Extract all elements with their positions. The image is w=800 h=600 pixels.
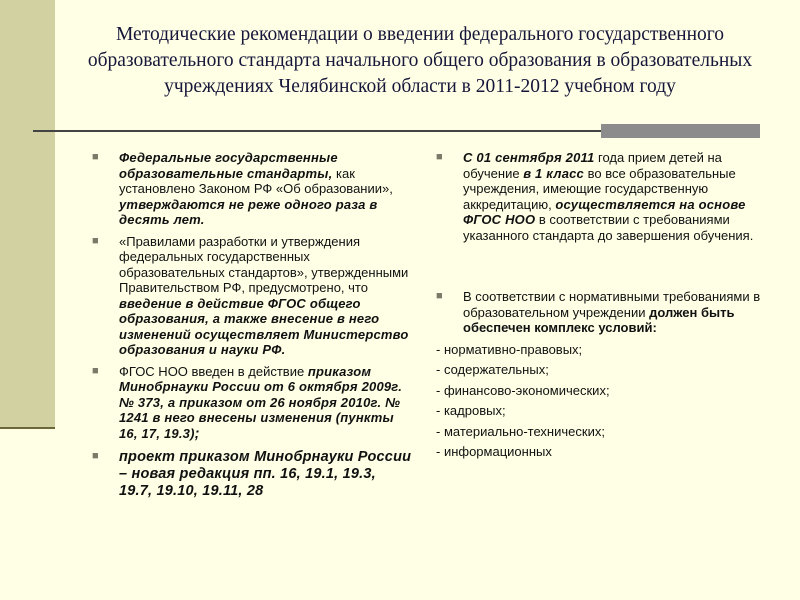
square-bullet-icon: ■ <box>92 151 99 163</box>
right-paragraph-1: ■ С 01 сентября 2011 года прием детей на обучение в 1 класс во все образовательные учреждения, имеющие государственную аккредитацию, осуществляется на основе ФГОС НОО в соответствии с требованиями указанного стандарта до завершения обучения. <box>436 150 754 243</box>
left-paragraph-4: ■ проект приказом Минобрнауки России – новая редакция пп. 16, 19.1, 19.3, 19.7, 19.10, 19.11, 28 <box>92 448 412 499</box>
condition-item: - информационных <box>436 444 552 459</box>
condition-item: - финансово-экономических; <box>436 382 610 398</box>
sidebar-rule <box>0 427 55 429</box>
square-bullet-icon: ■ <box>436 290 443 302</box>
left-paragraph-3: ■ ФГОС НОО введен в действие приказом Минобрнауки России от 6 октября 2009г. № 373, а приказом от 26 ноября 2010г. № 1241 в него внесены изменения (пункты 16, 17, 19.3); <box>92 363 403 442</box>
slide-title: Методические рекомендации о введении федерального государственного образовательного стандарта начального общего образования в образовательных учреждениях Челябинской области в 2011-2012 учебном году <box>87 24 753 97</box>
left-paragraph-2: ■ «Правилами разработки и утверждения федеральных государственных образовательных стандартов», утвержденными Правительством РФ, предусмотрено, что введение в действие ФГОС общего образования, а также внесение в него изменений осуществляет Министерство образования и науки РФ. <box>92 233 409 357</box>
square-bullet-icon: ■ <box>92 234 99 247</box>
decorative-sidebar <box>0 0 55 427</box>
square-bullet-icon: ■ <box>436 151 443 163</box>
condition-item: - кадровых; <box>436 403 506 418</box>
condition-item: - нормативно-правовых; <box>436 341 583 357</box>
title-accent-bar <box>601 124 760 138</box>
condition-item: - содержательных; <box>436 362 549 377</box>
square-bullet-icon: ■ <box>92 449 99 462</box>
condition-item: - материально-технических; <box>436 423 605 439</box>
right-paragraph-2: ■ В соответствии с нормативными требованиями в образовательном учреждении должен быть обеспечен комплекс условий: <box>436 289 761 335</box>
left-paragraph-1: ■ Федеральные государственные образовательные стандарты, как установлено Законом РФ «Об образовании», утверждаются не реже одного раза в десять лет. <box>92 150 393 227</box>
left-column <box>92 150 412 506</box>
right-column <box>436 150 766 465</box>
square-bullet-icon: ■ <box>92 364 99 377</box>
